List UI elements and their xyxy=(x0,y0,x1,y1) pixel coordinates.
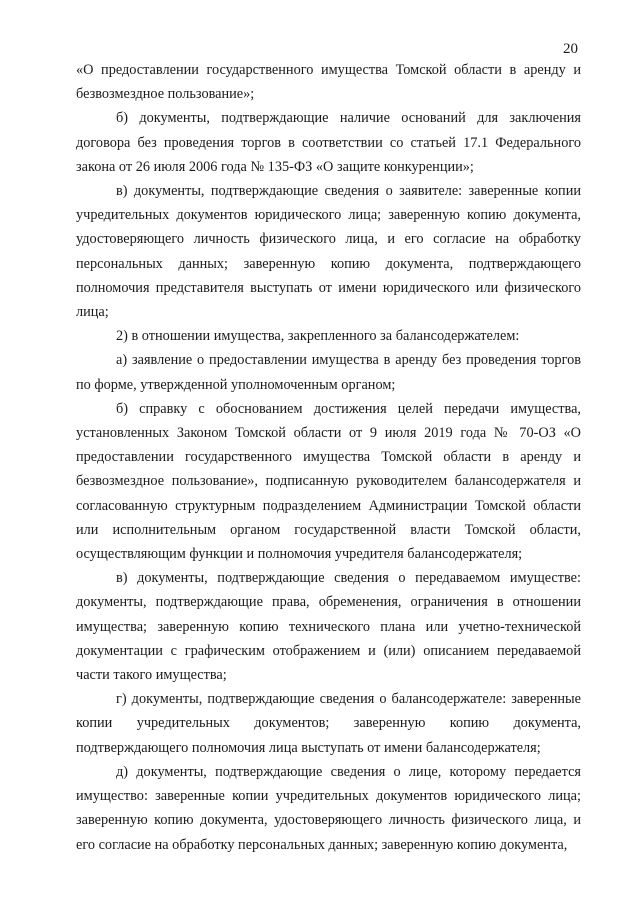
paragraph: б) справку с обоснованием достижения целей передачи имущества, установленных Законом Томской области от 9 июля 2019 года № 70-ОЗ «О предоставлении государственного имущества Томской области в аренду и безвозмездное пользование», подписанную руководителем балансодержателя и согласованную структурным подразделением Администрации Томской области или исполнительным органом государственной власти Томской области, осуществляющим функции и полномочия учредителя балансодержателя; xyxy=(76,400,581,563)
paragraph: в) документы, подтверждающие сведения о заявителе: заверенные копии учредительных документов юридического лица; заверенную копию документа, удостоверяющего личность физического лица, и его согласие на обработку персональных данных; заверенную копию документа, подтверждающего полномочия представителя выступать от имени юридического или физического лица; xyxy=(76,183,581,321)
page-number: 20 xyxy=(563,41,578,57)
paragraph: «О предоставлении государственного имущества Томской области в аренду и безвозмездное пользование»; xyxy=(76,62,581,103)
paragraph: в) документы, подтверждающие сведения о передаваемом имуществе: документы, подтверждающие права, обременения, ограничения в отношении имущества; заверенную копию технического плана или учетно-технической документации с графическим отображением и (или) описанием передаваемой части такого имущества; xyxy=(76,570,581,684)
paragraph: г) документы, подтверждающие сведения о балансодержателе: заверенные копии учредительных документов; заверенную копию документа, подтверждающего полномочия лица выступать от имени балансодержателя; xyxy=(76,691,581,756)
paragraph: а) заявление о предоставлении имущества в аренду без проведения торгов по форме, утвержденной уполномоченным органом; xyxy=(76,352,581,393)
document-body xyxy=(76,58,581,857)
paragraph: 2) в отношении имущества, закрепленного за балансодержателем: xyxy=(116,328,520,345)
paragraph: б) документы, подтверждающие наличие оснований для заключения договора без проведения торгов в соответствии со статьей 17.1 Федерального закона от 26 июля 2006 года № 135-ФЗ «О защите конкуренции»; xyxy=(76,110,581,175)
paragraph: д) документы, подтверждающие сведения о лице, которому передается имущество: заверенные копии учредительных документов юридического лица; заверенную копию документа, удостоверяющего личность физического лица, и его согласие на обработку персональных данных; заверенную копию документа, xyxy=(76,763,581,853)
